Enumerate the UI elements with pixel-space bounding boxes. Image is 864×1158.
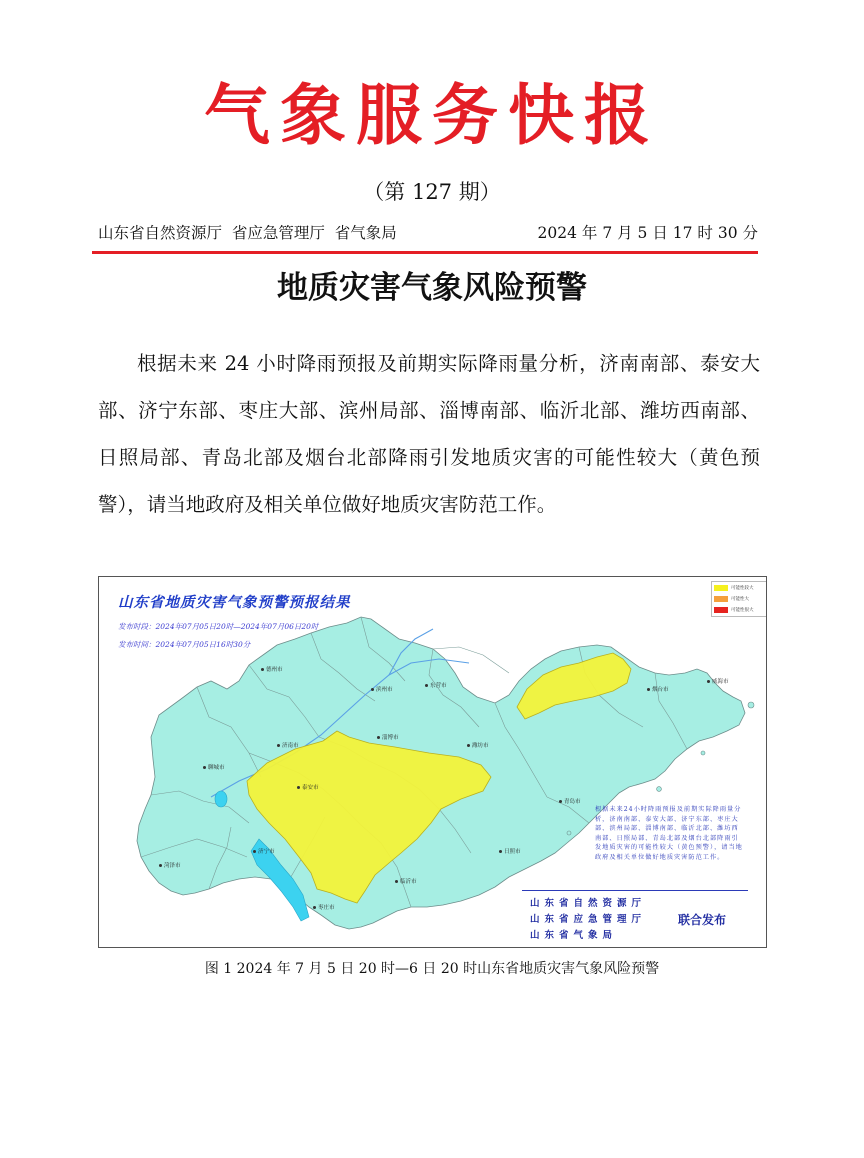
legend-label: 可能性很大 (731, 608, 754, 613)
city-label: 青岛市 (559, 797, 581, 805)
publish-time: 2024 年 7 月 5 日 17 时 30 分 (537, 224, 758, 242)
legend-item (714, 606, 754, 614)
joint-release: 联合发布 (678, 913, 727, 927)
city-label: 烟台市 (647, 685, 669, 693)
map-issued-time: 发布时间：2024年07月05日16时30分 (118, 640, 251, 649)
masthead-title: 气象服务快报 (204, 76, 660, 154)
city-label: 聊城市 (203, 763, 225, 771)
legend-item (714, 584, 754, 592)
warning-map (98, 576, 767, 948)
city-label: 潍坊市 (467, 741, 489, 749)
legend-label: 可能性较大 (731, 586, 754, 591)
city-label: 菏泽市 (159, 861, 181, 869)
figure-caption: 图 1 2024 年 7 月 5 日 20 时—6 日 20 时山东省地质灾害气象风险预警 (204, 961, 660, 977)
city-label: 德州市 (261, 665, 283, 673)
map-period: 发布时段：2024年07月05日20时—2024年07月06日20时 (118, 622, 319, 631)
legend-label: 可能性大 (731, 597, 749, 602)
legend-swatch (714, 585, 728, 591)
issuer-line (98, 221, 758, 243)
city-label: 枣庄市 (313, 903, 335, 911)
city-label: 滨州市 (371, 685, 393, 693)
headline: 地质灾害气象风险预警 (277, 270, 587, 306)
city-label: 日照市 (499, 847, 521, 855)
city-label: 济宁市 (253, 847, 275, 855)
city-label: 淄博市 (377, 733, 399, 741)
issuers-text: 山东省自然资源厅 省应急管理厅 省气象局 (98, 224, 397, 242)
legend-swatch (714, 607, 728, 613)
map-issuer: 山东省气象局 (530, 930, 618, 941)
red-divider (92, 251, 758, 254)
issue-number: （第 127 期） (363, 180, 501, 204)
map-issuer-block (522, 890, 748, 943)
map-title: 山东省地质灾害气象预警预报结果 (118, 594, 351, 611)
map-issuer: 山东省应急管理厅 (530, 914, 647, 925)
city-label: 临沂市 (395, 877, 417, 885)
legend-item (714, 595, 749, 603)
city-label: 济南市 (277, 741, 299, 749)
body-paragraph: 根据未来 24 小时降雨预报及前期实际降雨量分析，济南南部、泰安大部、济宁东部、枣庄大部、滨州局部、淄博南部、临沂北部、潍坊西南部、日照局部、青岛北部及烟台北部降雨引发地质灾害的可能性较大（黄色预警），请当地政府及相关单位做好地质灾害防范工作。 (98, 352, 760, 516)
city-label: 泰安市 (297, 783, 319, 791)
legend-swatch (714, 596, 728, 602)
map-note: 根据未来24小时降雨预报及前期实际降雨量分析，济南南部、泰安大部、济宁东部、枣庄大部、滨州局部、淄博南部、临沂北部、潍坊西南部、日照局部、青岛北部及烟台北部降雨引发地质灾害的可能性较大（黄色预警），请当地政府及相关单位做好地质灾害防范工作。 (595, 806, 743, 861)
city-label: 东营市 (425, 681, 447, 689)
city-label: 威海市 (707, 677, 729, 685)
map-issuer: 山东省自然资源厅 (530, 898, 647, 909)
map-legend (711, 581, 767, 617)
